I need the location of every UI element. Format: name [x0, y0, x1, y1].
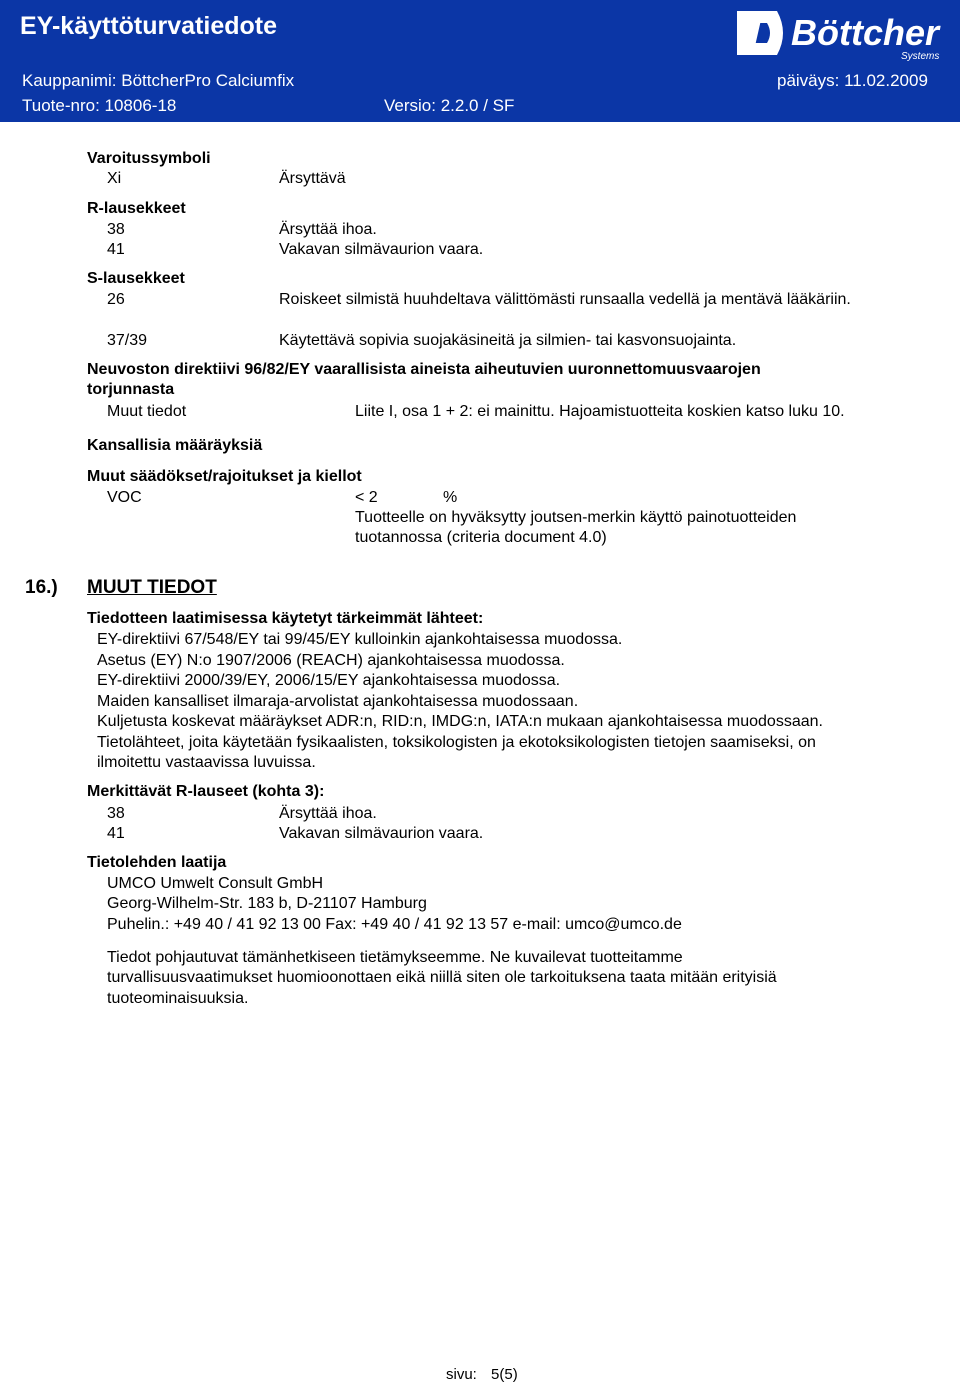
s-phrase-text: Roiskeet silmistä huuhdeltava välittömästi runsaalla vedellä ja mentävä lääkäriin. — [279, 291, 851, 308]
author-line: UMCO Umwelt Consult GmbH — [107, 875, 324, 892]
voc-note-cont: tuotannossa (criteria document 4.0) — [355, 529, 607, 546]
source-line: Maiden kansalliset ilmaraja-arvolistat ajankohtaisessa muodossaan. — [97, 693, 579, 710]
document-title: EY-käyttöturvatiedote — [20, 12, 278, 40]
r-summary-code: 38 — [107, 805, 125, 822]
voc-label: VOC — [107, 489, 142, 506]
s-phrases-label: S-lausekkeet — [87, 270, 185, 287]
r-phrase-text: Ärsyttää ihoa. — [279, 221, 377, 238]
source-line: Asetus (EY) N:o 1907/2006 (REACH) ajankohtaisessa muodossa. — [97, 652, 565, 669]
product-name: Kauppanimi: BöttcherPro Calciumfix — [22, 71, 295, 90]
r-summary-code: 41 — [107, 825, 125, 842]
version: Versio: 2.2.0 / SF — [384, 96, 515, 115]
voc-value: < 2 — [355, 489, 378, 506]
product-number: Tuote-nro: 10806-18 — [22, 96, 177, 115]
disclaimer-line: Tiedot pohjautuvat tämänhetkiseen tietämykseemme. Ne kuvailevat tuotteitamme — [107, 949, 683, 966]
warning-symbol-code: Xi — [107, 170, 122, 187]
page-label: sivu: — [446, 1366, 477, 1383]
disclaimer-line: tuoteominaisuuksia. — [107, 990, 249, 1007]
section-number: 16.) — [25, 577, 58, 598]
directive-heading-cont: torjunnasta — [87, 381, 175, 398]
source-line: Tietolähteet, joita käytetään fysikaalisten, toksikologisten ja ekotoksikologisten tietojen saamiseksi, on — [97, 734, 816, 751]
document-date: päiväys: 11.02.2009 — [777, 71, 928, 90]
warning-symbol-text: Ärsyttävä — [279, 170, 346, 187]
r-phrase-code: 38 — [107, 221, 125, 238]
section-title: MUUT TIEDOT — [87, 577, 217, 598]
page-footer — [446, 1366, 518, 1383]
source-line: EY-direktiivi 67/548/EY tai 99/45/EY kulloinkin ajankohtaisessa muodossa. — [97, 631, 623, 648]
bottcher-logo — [733, 5, 955, 61]
r-phrase-text: Vakavan silmävaurion vaara. — [279, 241, 484, 258]
restrictions-heading: Muut säädökset/rajoitukset ja kiellot — [87, 468, 362, 485]
r-summary-text: Vakavan silmävaurion vaara. — [279, 825, 484, 842]
source-line: EY-direktiivi 2000/39/EY, 2006/15/EY ajankohtaisessa muodossa. — [97, 672, 561, 689]
voc-unit: % — [443, 489, 458, 506]
s-phrase-text: Käytettävä sopivia suojakäsineitä ja silmien- tai kasvonsuojainta. — [279, 332, 737, 349]
page-number: 5(5) — [491, 1366, 518, 1383]
author-line: Georg-Wilhelm-Str. 183 b, D-21107 Hamburg — [107, 895, 427, 912]
document-header — [0, 0, 960, 122]
r-phrase-code: 41 — [107, 241, 125, 258]
voc-note: Tuotteelle on hyväksytty joutsen-merkin käyttö painotuotteiden — [355, 509, 797, 526]
svg-text:Böttcher: Böttcher — [791, 12, 940, 53]
source-line: ilmoitettu vastaavissa luvuissa. — [97, 754, 316, 771]
svg-text:Systems: Systems — [901, 51, 940, 61]
r-phrases-label: R-lausekkeet — [87, 200, 186, 217]
source-line: Kuljetusta koskevat määräykset ADR:n, RID:n, IMDG:n, IATA:n mukaan ajankohtaisessa muodossaan. — [97, 713, 823, 730]
r-summary-text: Ärsyttää ihoa. — [279, 805, 377, 822]
warning-symbol-label: Varoitussymboli — [87, 150, 211, 167]
s-phrase-code: 37/39 — [107, 332, 148, 349]
sources-heading: Tiedotteen laatimisessa käytetyt tärkeimmät lähteet: — [87, 610, 484, 627]
disclaimer-line: turvallisuusvaatimukset huomioonottaen eikä niillä siten ole tarkoituksena taata mitään erityisiä — [107, 969, 777, 986]
author-heading: Tietolehden laatija — [87, 854, 227, 871]
national-heading: Kansallisia määräyksiä — [87, 437, 263, 454]
r-summary-heading: Merkittävät R-lauseet (kohta 3): — [87, 783, 325, 800]
other-info-value: Liite I, osa 1 + 2: ei mainittu. Hajoamistuotteita koskien katso luku 10. — [355, 403, 845, 420]
directive-heading: Neuvoston direktiivi 96/82/EY vaarallisista aineista aiheutuvien uuronnettomuusvaarojen — [87, 361, 761, 378]
author-contact: Puhelin.: +49 40 / 41 92 13 00 Fax: +49 40 / 41 92 13 57 e-mail: umco@umco.de — [107, 916, 682, 933]
other-info-label: Muut tiedot — [107, 403, 187, 420]
s-phrase-code: 26 — [107, 291, 125, 308]
